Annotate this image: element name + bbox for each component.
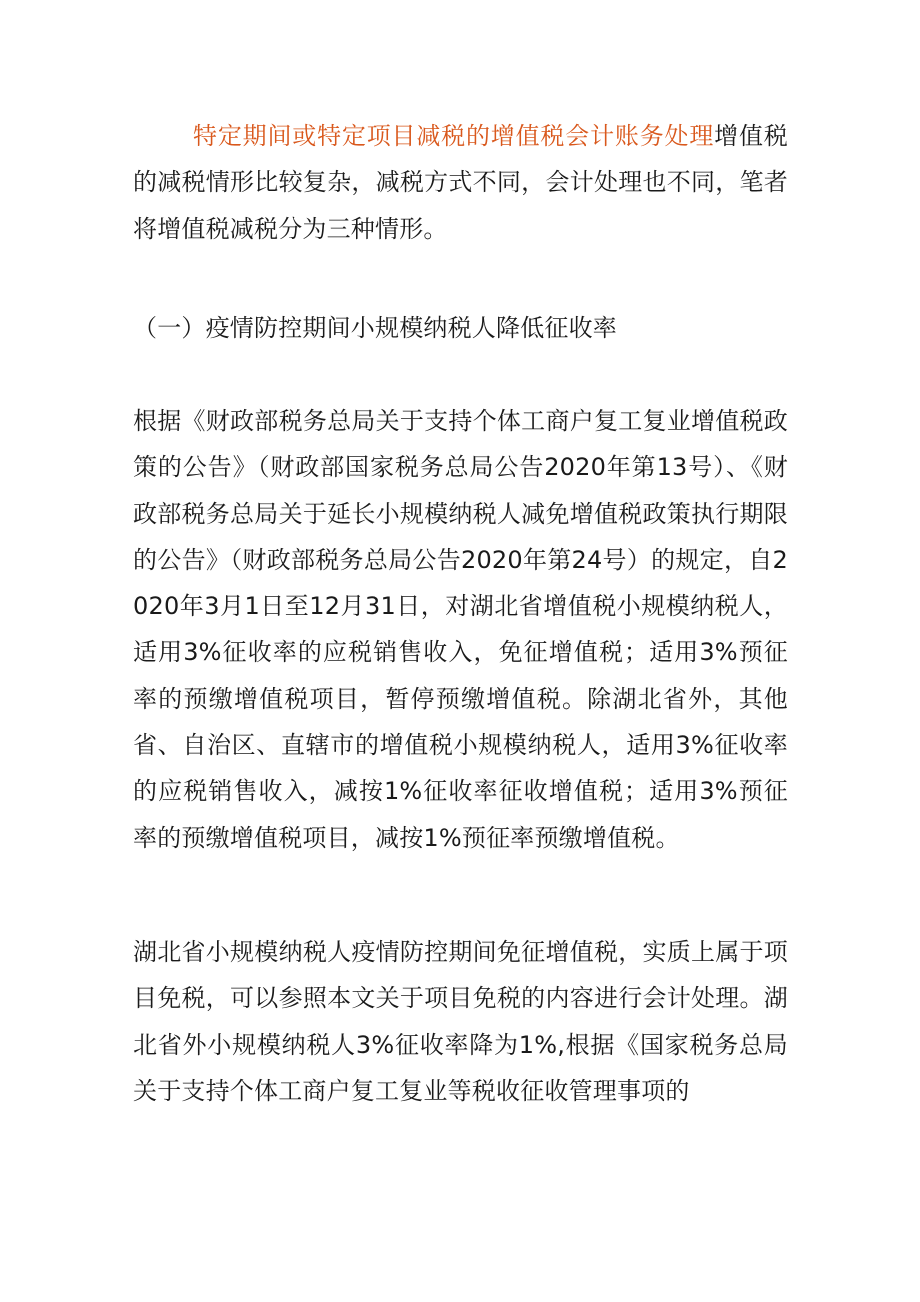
intro-text: 增值税的减税情形比较复杂，减税方式不同，会计处理也不同，笔者将增值税减税分为三种情形。 xyxy=(133,122,788,243)
document-title: 特定期间或特定项目减税的增值税会计账务处理 xyxy=(193,122,715,150)
policy-paragraph: 根据《财政部税务总局关于支持个体工商户复工复业增值税政策的公告》（财政部国家税务总局公告2020年第13号）、《财政部税务总局关于延长小规模纳税人减免增值税政策执行期限的公告》（财政部税务总局公告2020年第24号）的规定，自2020年3月1日至12月31日，对湖北省增值税小规模纳税人，适用3%征收率的应税销售收入，免征增值税；适用3%预征率的预缴增值税项目，暂停预缴增值税。除湖北省外，其他省、自治区、直辖市的增值税小规模纳税人，适用3%征收率的应税销售收入，减按1%征收率征收增值税；适用3%预征率的预缴增值税项目，减按1%预征率预缴增值税。 xyxy=(133,407,788,852)
hubei-paragraph: 湖北省小规模纳税人疫情防控期间免征增值税，实质上属于项目免税，可以参照本文关于项目免税的内容进行会计处理。湖北省外小规模纳税人3%征收率降为1%,根据《国家税务总局关于支持个体工商户复工复业等税收征收管理事项的 xyxy=(133,938,788,1105)
section-heading: （一）疫情防控期间小规模纳税人降低征收率 xyxy=(133,314,617,342)
intro-paragraph xyxy=(133,113,788,252)
